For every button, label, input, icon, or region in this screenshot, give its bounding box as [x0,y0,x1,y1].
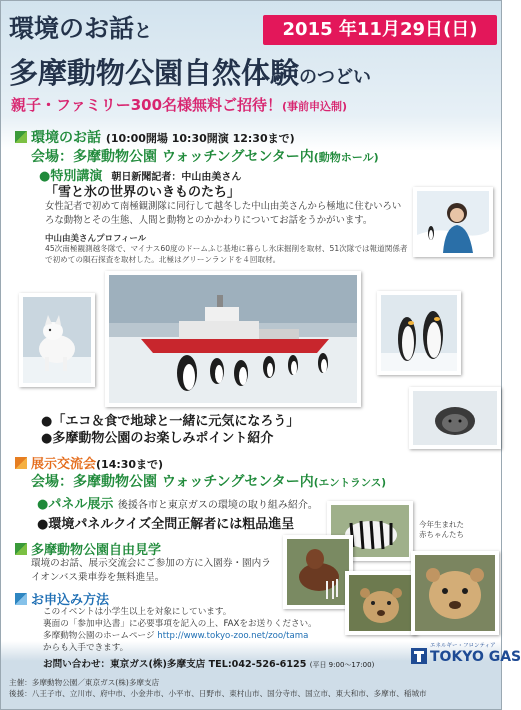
tokyo-gas-flame-icon [410,647,428,665]
speaker-photo [413,187,493,257]
section3-time: (14:30まで) [96,458,164,471]
invitation-note: (事前申込制) [282,100,348,113]
invitation-line [11,94,347,115]
square-bullet-icon [15,457,27,469]
title-line-1 [9,9,152,45]
zoo-website-link[interactable]: http://www.tokyo-zoo.net/zoo/tama [157,631,309,641]
emperor-penguins-photo [377,291,461,375]
title-line-1-main: 環境のお話 [9,14,135,43]
section3-venue-sub: (エントランス) [313,477,387,489]
application-instructions [43,606,343,654]
section-environment-talk-title [15,127,295,147]
logo-name: TOKYO GAS [430,649,521,665]
section4-title-text: 多摩動物公園自由見学 [31,543,162,558]
section3-venue-text: 会場：多摩動物公園 ウォッチングセンター内 [31,474,314,490]
application-line-3-text: 多摩動物公園のホームページ [43,631,155,641]
contact-text: お問い合わせ：東京ガス(株)多摩支店 TEL:042-526-6125 [43,659,307,670]
event-date-badge: 2015 年11月29日(日) [263,15,497,45]
profile-text: 45次南極観測越冬隊で、マイナス60度のドームふじ基地に暮らし氷床掘削を取材、51次隊では報道関係者で初めての隕石探査を取材した。北極はグリーンランドを４回取材。 [45,244,408,264]
square-bullet-icon [15,131,27,143]
lion-cub-closeup-photo [411,551,499,635]
contact-hours: (平日 9:00〜17:00) [309,661,375,669]
section4-description: 環境のお話、展示交流会にご参加の方に入園券・園内ライオンバス乗車券を無料進呈。 [31,558,271,583]
section1-time: (10:00開場 10:30開演 12:30まで) [105,132,295,145]
title-line-2-main: 多摩動物公園自然体験 [9,56,300,90]
special-lecture-label: ●特別講演 [39,169,103,184]
panel-quiz: ●環境パネルクイズ全問正解者には粗品進呈 [37,517,295,532]
square-bullet-icon [15,593,27,605]
panel-exhibition-desc: 後援各市と東京ガスの環境の取り組み紹介。 [117,500,318,511]
section1-title-text: 環境のお話 [31,130,101,146]
section3-venue [31,471,386,491]
okapi-photo [283,535,353,609]
section-free-visit-title [15,539,161,558]
special-lecture-speaker: 朝日新聞記者：中山由美さん [111,172,242,183]
baby-animals-caption [419,520,464,540]
snow-animal-photo [409,387,501,449]
title-line-2-small: のつどい [299,67,372,88]
title-line-2 [9,51,371,92]
section2-list [41,413,299,447]
talk-title: 「雪と氷の世界のいきものたち」 [45,185,241,200]
square-bullet-icon [15,543,27,555]
contact-line [43,656,374,670]
section2-item-zoo-points: ●多摩動物公園のお楽しみポイント紹介 [41,431,274,446]
section-exhibition-title [15,453,163,472]
lion-cub-photo [345,571,417,635]
section1-description: 女性記者で初めて南極観測隊に同行して越冬した中山由美さんから極地に住むいろいろな動物とその生態、人間と動物とのかかわりについてお話をうかがいます。 [45,201,402,226]
tokyo-gas-logo [408,641,521,671]
section3-title-text: 展示交流会 [31,457,97,472]
footer-supporters: 後援：八王子市、立川市、府中市、小金井市、小平市、日野市、東村山市、国分寺市、国立市、東大和市、多摩市、稲城市 [9,689,427,698]
section1-venue-sub: (動物ホール) [313,151,379,164]
icebreaker-penguins-photo [105,271,361,407]
caption-line-1: 今年生まれた [419,520,464,529]
section1-venue [31,146,379,166]
title-line-1-small: と [134,21,153,42]
footer-organizer: 主催：多摩動物公園／東京ガス(株)多摩支店 [9,678,160,687]
panel-exhibition [37,493,318,512]
section2-item-eco: ●「エコ＆食で地球と一緒に元気になろう」 [41,414,300,429]
panel-exhibition-label: ●パネル展示 [37,497,114,512]
profile-heading: 中山由美さんプロフィール [45,234,147,244]
application-line-3 [43,630,343,642]
caption-line-2: 赤ちゃんたち [419,530,464,539]
application-line-1: このイベントは小学生以上を対象にしています。 [43,607,232,617]
section5-title-text: お申込み方法 [31,593,110,608]
arctic-fox-photo [19,293,95,387]
application-line-4: からも入手できます。 [43,643,129,653]
footer [9,677,495,699]
invitation-main: 親子・ファミリー300名様無料ご招待！ [11,96,283,114]
section1-venue-text: 会場：多摩動物公園 ウォッチングセンター内 [31,149,314,165]
application-line-2: 裏面の「参加申込書」に必要事項を記入の上、FAXをお送りください。 [43,619,317,629]
logo-tagline: エネルギー・フロンティア [430,643,496,649]
